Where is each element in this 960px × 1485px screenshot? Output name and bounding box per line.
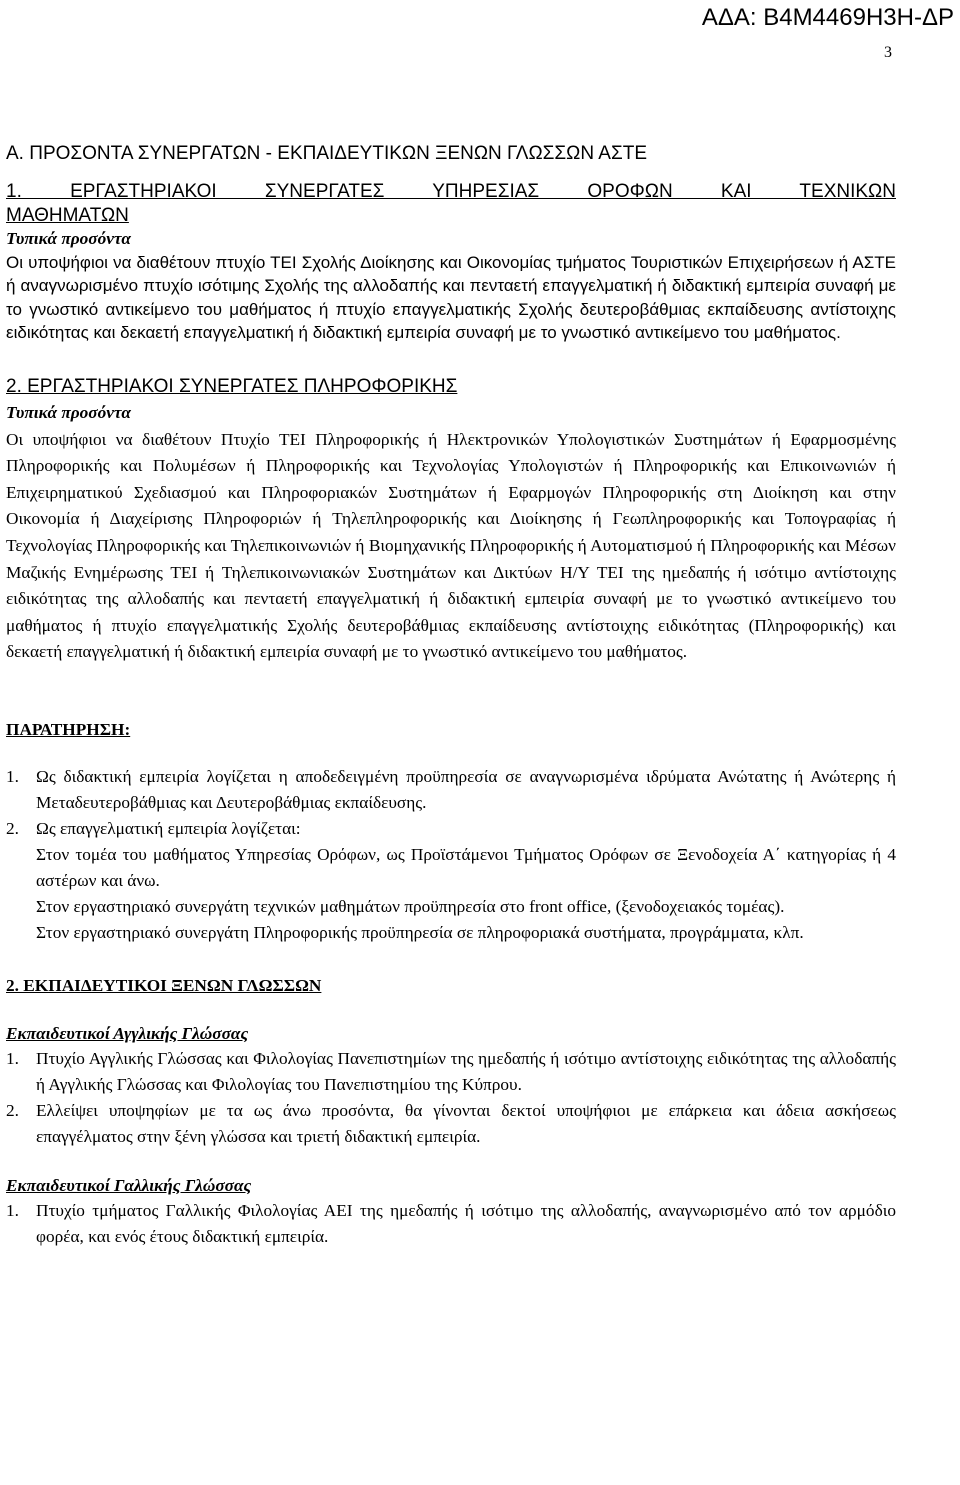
english-item-1: 1. Πτυχίο Αγγλικής Γλώσσας και Φιλολογίας Πανεπιστημίων της ημεδαπής ή ισότιμο αντίστοιχης ειδικότητας της αλλοδαπής ή Αγγλικής Γλώσσας και Φιλολογίας του Πανεπιστημίου της Κύπρου. [6,1049,896,1095]
english-item-2: 2. Ελλείψει υποψηφίων με τα ως άνω προσόντα, θα γίνονται δεκτοί υποψήφιοι με επάρκεια και άδεια ασκήσεως επαγγέλματος στην ξένη γλώσσα και τριετή διδακτική εμπειρία. [6,1101,896,1147]
french-item-1: 1. Πτυχίο τμήματος Γαλλικής Φιλολογίας ΑΕΙ της ημεδαπής ή ισότιμο της αλλοδαπής, αναγνωρισμένο από τον αρμόδιο φορέα, και ενός έτους διδακτική εμπειρία. [6,1201,896,1247]
french-teachers-title: Εκπαιδευτικοί Γαλλικής Γλώσσας [6,1176,252,1196]
note-sub-item-2: Στον εργαστηριακό συνεργάτη τεχνικών μαθημάτων προϋπηρεσία στο front office, (ξενοδοχειακός τομέας). [36,897,785,917]
english-teachers-title: Εκπαιδευτικοί Αγγλικής Γλώσσας [6,1024,249,1044]
block-lab-housekeeping [6,180,896,345]
block2-title: 2. ΕΡΓΑΣΤΗΡΙΑΚΟΙ ΣΥΝΕΡΓΑΤΕΣ ΠΛΗΡΟΦΟΡΙΚΗΣ [6,375,458,397]
note-sub-item-3: Στον εργαστηριακό συνεργάτη Πληροφορικής προϋπηρεσία σε πληροφοριακά συστήματα, προγράμματα, κλπ. [36,923,804,943]
french-teachers-list [6,1198,896,1250]
block2-body: Οι υποψήφιοι να διαθέτουν Πτυχίο ΤΕΙ Πληροφορικής ή Ηλεκτρονικών Υπολογιστικών Συστημάτων ή Εφαρμοσμένης Πληροφορικής και Πολυμέσων ή Πληροφορικής και Τεχνολογίας Υπολογιστών ή Πληροφορικής και Επικοινωνιών ή Επιχειρηματικού Σχεδιασμού και Πληροφοριακών Συστημάτων ή Εφαρμογών Πληροφορικής στη Διοίκηση και στην Οικονομία ή Διαχείρισης Πληροφοριών ή Τηλεπληροφορικής και Διοίκησης ή Γεωπληροφορικής και Τοπογραφίας ή Τεχνολογίας Πληροφορικής και Τηλεπικοινωνιών ή Βιομηχανικής Πληροφορικής ή Αυτοματισμού ή Πληροφορικής και Μέσων Μαζικής Ενημέρωσης ΤΕΙ ή Τηλεπικοινωνιακών Συστημάτων και Δικτύων Η/Υ ΤΕΙ της ημεδαπής ή ισότιμο αντίστοιχης ειδικότητας της αλλοδαπής και πενταετή επαγγελματική ή διδακτική εμπειρία συναφή με το γνωστικό αντικείμενο του μαθήματος ή πτυχίο επαγγελματικής Σχολής δευτεροβάθμιας εκπαίδευσης αντίστοιχης ειδικότητας (Πληροφορικής) και δεκαετή επαγγελματική ή διδακτική εμπειρία συναφή με το γνωστικό αντικείμενο του μαθήματος. [6,429,896,662]
page-number: 3 [884,44,892,61]
section-language-teachers [6,974,896,1250]
block1-title-line1: 1. ΕΡΓΑΣΤΗΡΙΑΚΟΙ ΣΥΝΕΡΓΑΤΕΣ ΥΠΗΡΕΣΙΑΣ ΟΡΟΦΩΝ ΚΑΙ ΤΕΧΝΙΚΩΝ [6,181,896,202]
english-teachers-list [6,1046,896,1150]
block1-title-line2: ΜΑΘΗΜΑΤΩΝ [6,204,129,226]
note-item-2: 2. Ως επαγγελματική εμπειρία λογίζεται: [6,819,301,839]
section-a-title: Α. ΠΡΟΣΟΝΤΑ ΣΥΝΕΡΓΑΤΩΝ - ΕΚΠΑΙΔΕΥΤΙΚΩΝ ΞΕΝΩΝ ΓΛΩΣΣΩΝ ΑΣΤΕ [6,143,648,164]
note-list [6,764,896,842]
block1-body: Οι υποψήφιοι να διαθέτουν πτυχίο ΤΕΙ Σχολής Διοίκησης και Οικονομίας τμήματος Τουριστικών Επιχειρήσεων ή ΑΣΤΕ ή αναγνωρισμένο πτυχίο ισότιμης Σχολής της αλλοδαπής και πενταετή επαγγελματική ή διδακτική εμπειρία συναφή με το γνωστικό αντικείμενο του μαθήματος ή πτυχίο επαγγελματικής Σχολής δευτεροβάθμιας εκπαίδευσης αντίστοιχης ειδικότητας και δεκαετή επαγγελματική ή διδακτική εμπειρία συναφή με το γνωστικό αντικείμενο του μαθήματος. [6,252,896,342]
block-lab-informatics [6,374,896,667]
ada-code: ΑΔΑ: Β4Μ4469Η3Η-ΔΡ [701,4,954,31]
document-body [6,142,896,1250]
block2-subtitle: Τυπικά προσόντα [6,403,131,423]
section2-title: 2. ΕΚΠΑΙΔΕΥΤΙΚΟΙ ΞΕΝΩΝ ΓΛΩΣΣΩΝ [6,976,322,996]
note-block [6,718,896,946]
note-sub-item-1: Στον τομέα του μαθήματος Υπηρεσίας Ορόφων, ως Προϊστάμενοι Τμήματος Ορόφων σε Ξενοδοχεία Α΄ κατηγορίας ή 4 αστέρων και άνω. [36,845,896,891]
note-title: ΠΑΡΑΤΗΡΗΣΗ: [6,720,131,740]
block1-subtitle: Τυπικά προσόντα [6,229,131,248]
note-item-1: 1. Ως διδακτική εμπειρία λογίζεται η αποδεδειγμένη προϋπηρεσία σε αναγνωρισμένα ιδρύματα Ανώτατης ή Ανώτερης ή Μεταδευτεροβάθμιας και Δευτεροβάθμιας εκπαίδευσης. [6,767,896,813]
